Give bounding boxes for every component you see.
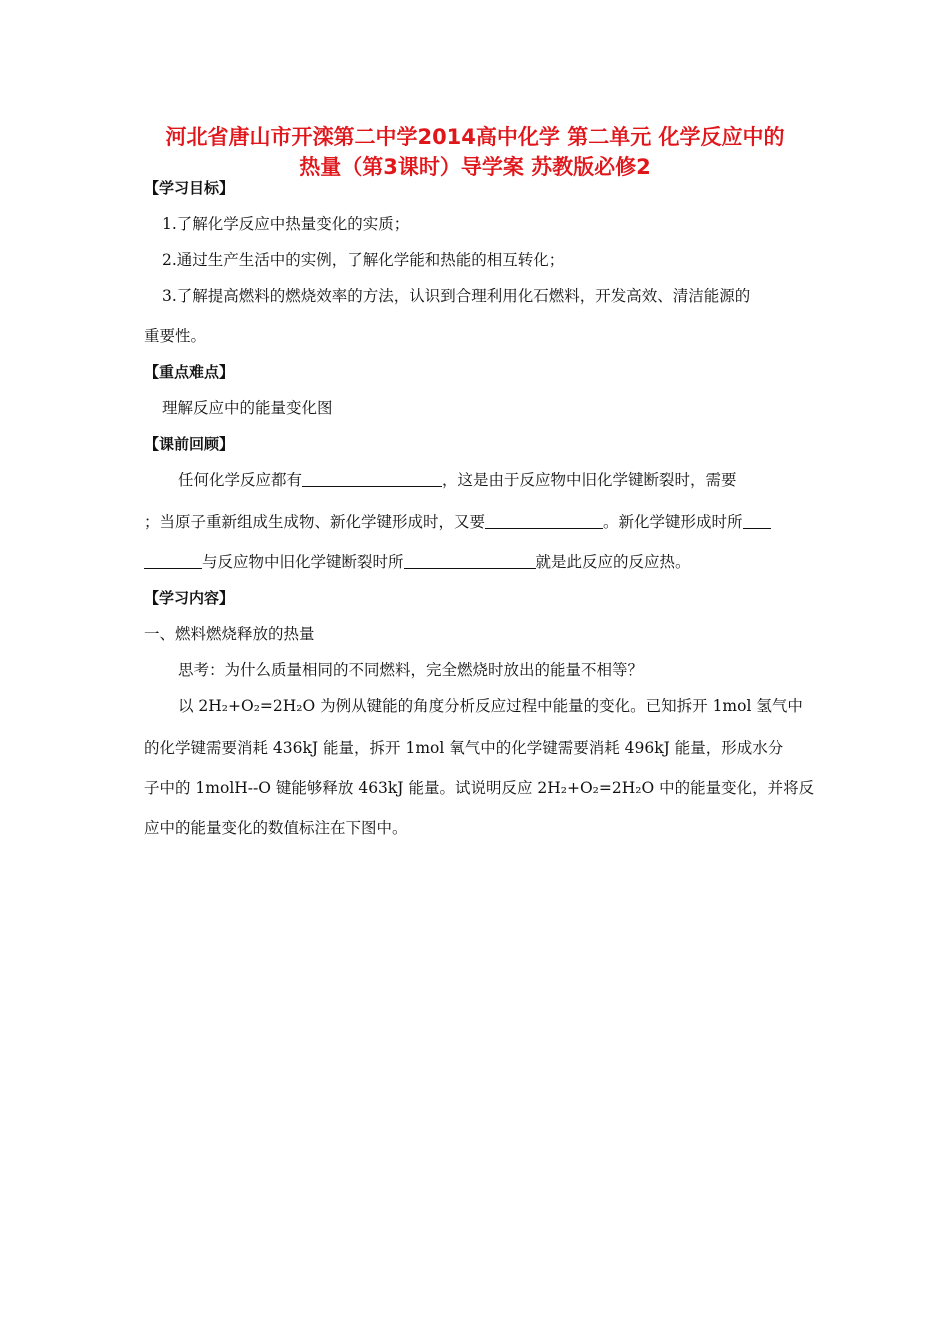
paragraph-line-2: 的化学键需要消耗 436kJ 能量，拆开 1mol 氧气中的化学键需要消耗 496kJ 能量，形成水分 xyxy=(144,739,784,757)
paragraph-line-4: 应中的能量变化的数值标注在下图中。 xyxy=(144,819,408,837)
paragraph-line-3: 子中的 1molH--O 键能够释放 463kJ 能量。试说明反应 2H₂+O₂=2H₂O 中的能量变化，并将反 xyxy=(144,779,815,797)
review-line-2 xyxy=(144,512,771,532)
title-line-1: 河北省唐山市开滦第二中学2014高中化学 第二单元 化学反应中的 xyxy=(165,125,785,149)
part-1-heading: 一、燃料燃烧释放的热量 xyxy=(144,625,315,643)
review-text-1a: 任何化学反应都有 xyxy=(178,471,303,489)
objective-1: 1.了解化学反应中热量变化的实质； xyxy=(162,215,410,233)
objective-2: 2.通过生产生活中的实例，了解化学能和热能的相互转化； xyxy=(162,251,565,269)
review-text-1b: ，这是由于反应物中旧化学键断裂时，需要 xyxy=(442,471,737,489)
review-blank-1[interactable] xyxy=(302,470,442,487)
title-line-2: 热量（第3课时）导学案 苏教版必修2 xyxy=(299,155,651,179)
key-points-heading: 【重点难点】 xyxy=(144,363,235,381)
review-text-2a: ；当原子重新组成生成物、新化学键形成时，又要 xyxy=(144,513,486,531)
objective-3-line-2: 重要性。 xyxy=(144,327,207,345)
review-text-3a: 与反应物中旧化学键断裂时所 xyxy=(202,553,404,571)
review-text-3b: 就是此反应的反应热。 xyxy=(535,553,691,571)
review-blank-4[interactable] xyxy=(404,552,536,569)
objectives-heading: 【学习目标】 xyxy=(144,179,235,197)
review-blank-3b[interactable] xyxy=(144,552,202,569)
paragraph-line-1: 以 2H₂+O₂=2H₂O 为例从键能的角度分析反应过程中能量的变化。已知拆开 1mol 氢气中 xyxy=(178,697,803,715)
think-question: 思考：为什么质量相同的不同燃料，完全燃烧时放出的能量不相等？ xyxy=(178,661,644,679)
review-line-3 xyxy=(144,552,691,572)
review-blank-2[interactable] xyxy=(485,512,603,529)
key-point-1: 理解反应中的能量变化图 xyxy=(162,399,333,417)
objective-3-line-1: 3.了解提高燃料的燃烧效率的方法，认识到合理利用化石燃料，开发高效、清洁能源的 xyxy=(162,287,751,305)
review-heading: 【课前回顾】 xyxy=(144,435,235,453)
review-text-2b: 。新化学键形成时所 xyxy=(603,513,743,531)
review-blank-3a[interactable] xyxy=(743,512,771,529)
review-line-1 xyxy=(178,470,737,490)
content-heading: 【学习内容】 xyxy=(144,589,235,607)
document-title xyxy=(120,122,830,182)
